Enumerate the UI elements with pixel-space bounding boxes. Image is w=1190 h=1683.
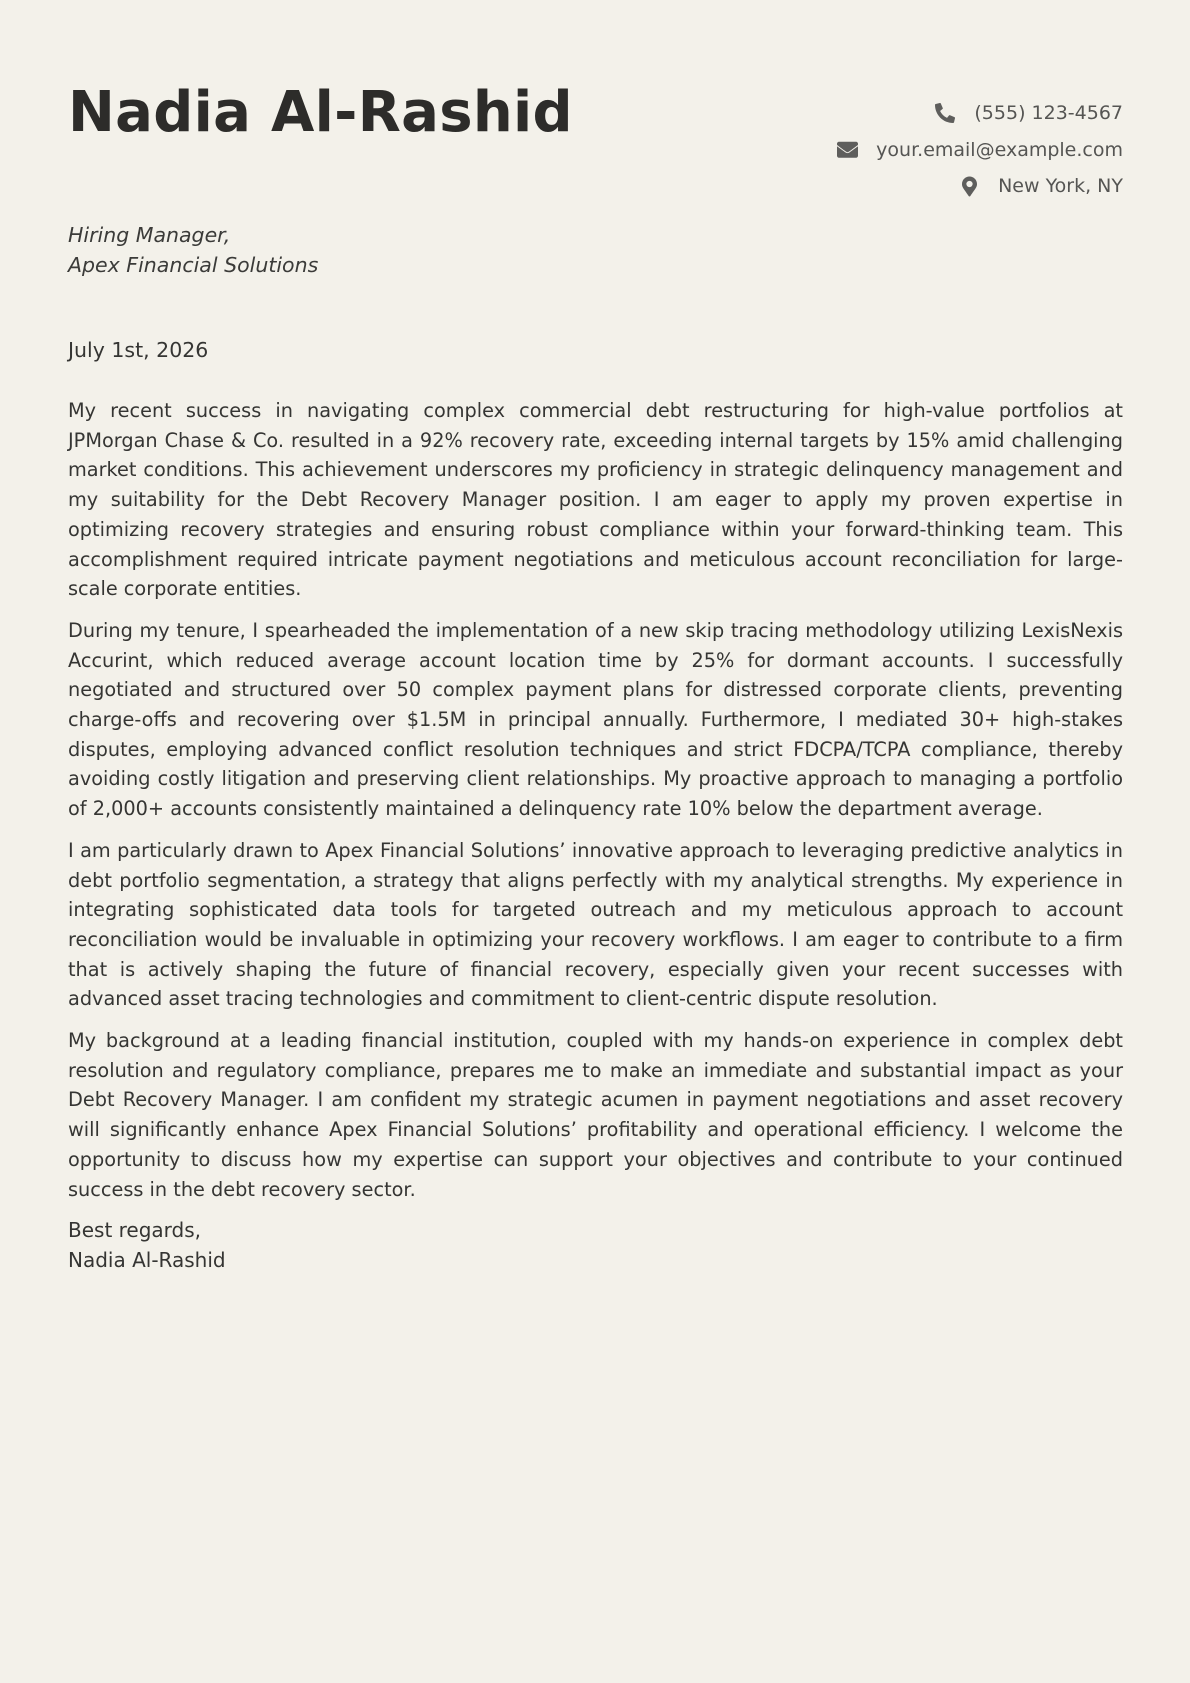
map-pin-icon bbox=[958, 175, 980, 197]
closing-salutation: Best regards, bbox=[68, 1218, 202, 1243]
letter-body bbox=[68, 396, 1123, 1276]
recipient-block bbox=[68, 220, 318, 280]
envelope-icon bbox=[836, 139, 858, 161]
phone-icon bbox=[934, 102, 956, 124]
applicant-name: Nadia Al-Rashid bbox=[68, 80, 573, 145]
location: New York, NY bbox=[998, 175, 1123, 198]
email-address[interactable]: your.email@example.com bbox=[876, 138, 1123, 161]
body-paragraph: My recent success in navigating complex commercial debt restructuring for high-value portfolios at JPMorgan Chase & Co. resulted in a 92% recovery rate, exceeding internal targets by 15% amid challenging market conditions. This achievement underscores my proficiency in strategic delinquency management and my suitability for the Debt Recovery Manager position. I am eager to apply my proven expertise in optimizing recovery strategies and ensuring robust compliance within your forward-thinking team. This accomplishment required intricate payment negotiations and meticulous account reconciliation for large-scale corporate entities. bbox=[68, 399, 1123, 601]
contact-phone-row bbox=[643, 95, 1123, 132]
cover-letter-page bbox=[68, 0, 1123, 1683]
closing-block bbox=[68, 1216, 1123, 1275]
recipient-title: Hiring Manager, bbox=[68, 223, 231, 247]
body-paragraph: During my tenure, I spearheaded the implementation of a new skip tracing methodology utilizing LexisNexis Accurint, which reduced average account location time by 25% for dormant accounts. I successfully negotiated and structured over 50 complex payment plans for distressed corporate clients, preventing charge-offs and recovering over $1.5M in principal annually. Furthermore, I mediated 30+ high-stakes disputes, employing advanced conflict resolution techniques and strict FDCPA/TCPA compliance, thereby avoiding costly litigation and preserving client relationships. My proactive approach to managing a portfolio of 2,000+ accounts consistently maintained a delinquency rate 10% below the department average. bbox=[68, 618, 1123, 821]
phone-number[interactable]: (555) 123-4567 bbox=[974, 102, 1123, 125]
contact-info bbox=[643, 95, 1123, 205]
body-paragraph: I am particularly drawn to Apex Financial Solutions’ innovative approach to leveraging predictive analytics in debt portfolio segmentation, a strategy that aligns perfectly with my analytical strengths. My experience in integrating sophisticated data tools for targeted outreach and my meticulous approach to account reconciliation would be invaluable in optimizing your recovery workflows. I am eager to contribute to a firm that is actively shaping the future of financial recovery, especially given your recent successes with advanced asset tracing technologies and commitment to client-centric dispute resolution. bbox=[68, 838, 1123, 1011]
recipient-company: Apex Financial Solutions bbox=[68, 253, 319, 277]
closing-signature: Nadia Al-Rashid bbox=[68, 1247, 226, 1272]
contact-email-row bbox=[643, 132, 1123, 169]
contact-location-row bbox=[643, 168, 1123, 205]
letter-date: July 1st, 2026 bbox=[68, 338, 209, 362]
body-paragraph: My background at a leading financial institution, coupled with my hands-on experience in complex debt resolution and regulatory compliance, prepares me to make an immediate and substantial impact as your Debt Recovery Manager. I am confident my strategic acumen in payment negotiations and asset recovery will significantly enhance Apex Financial Solutions’ profitability and operational efficiency. I welcome the opportunity to discuss how my expertise can support your objectives and contribute to your continued success in the debt recovery sector. bbox=[68, 1029, 1123, 1201]
